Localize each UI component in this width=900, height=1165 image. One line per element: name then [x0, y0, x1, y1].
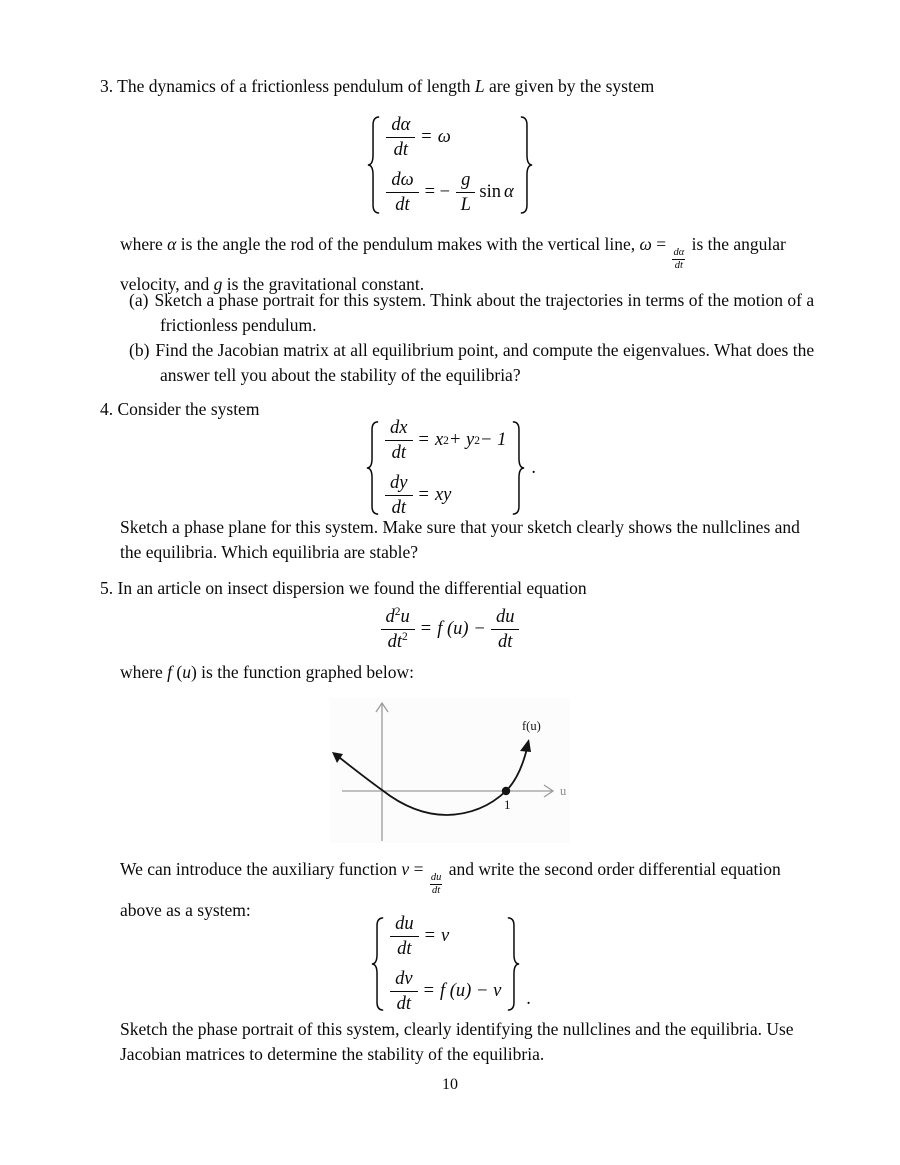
problem3-part-a [129, 288, 889, 337]
fraction: $\frac{dx}{dt}$ [385, 417, 412, 464]
equation-dalpha-dt: $\frac{d\alpha}{dt}$ = ω [386, 114, 513, 161]
text-line: (a) Sketch a phase portrait for this system. Think about the trajectories in terms of the motion of a [129, 290, 815, 310]
page-number: 10 [442, 1076, 458, 1093]
variable-L: L [474, 76, 485, 96]
left-brace [364, 420, 381, 516]
problem4-text [120, 515, 880, 564]
right-brace [510, 420, 527, 516]
variable-alpha: α [167, 234, 177, 254]
equilibrium-point-dot [502, 787, 510, 795]
fraction: $\frac{du}{dt}$ [390, 913, 419, 960]
graph-canvas [330, 698, 570, 843]
text-line: answer tell you about the stability of the equilibria? [160, 364, 521, 385]
fraction: $\frac{dv}{dt}$ [390, 968, 417, 1015]
inline-fraction-dalpha-dt: $\frac{d\alpha}{dt}$ [673, 247, 685, 271]
equation-domega-dt: $\frac{d\omega}{dt}$ = − $\frac{g}{L}$ sin α [386, 169, 513, 216]
right-brace [518, 115, 535, 215]
variable-f: f [167, 662, 173, 682]
curve-right-arrow-icon [520, 739, 531, 752]
part-label: (a) [129, 290, 149, 310]
problem4-system-equation: $\frac{dx}{dt}$ = x 2 + y 2 − 1 $\frac{dy}{dt}$ = xy . [0, 417, 900, 519]
fraction-g-over-L: $\frac{g}{L}$ [456, 169, 475, 216]
equation-dv-dt: $\frac{dv}{dt}$ = f (u) − v [390, 968, 501, 1015]
inline-fraction-du-dt: $\frac{du}{dt}$ [430, 872, 442, 896]
equation-dy-dt: $\frac{dy}{dt}$ = xy [385, 472, 506, 519]
text-line: Sketch the phase portrait of this system, clearly identifying the nullclines and the equilibria. Use [120, 1019, 794, 1039]
heading-text: 3. The dynamics of a frictionless pendulum of length [100, 76, 475, 96]
fraction: $\frac{d\omega}{dt}$ [386, 169, 418, 216]
fraction: $\frac{dy}{dt}$ [385, 472, 412, 519]
f-of-u-graph [330, 698, 570, 843]
variable-u: u [182, 662, 191, 682]
problem3-part-b [129, 338, 889, 387]
variable-omega: ω [639, 234, 652, 254]
text-line: velocity, and g is the gravitational constant. [120, 274, 425, 294]
fraction: $\frac{d^2u}{dt^2}$ [381, 606, 415, 653]
equation-column [390, 913, 501, 1015]
point-label-1: 1 [504, 797, 511, 812]
equation-column [386, 114, 513, 216]
text-line: We can introduce the auxiliary function v = $\frac{du}{dt}$ and write the second order differential equation [120, 859, 781, 896]
left-brace [365, 115, 382, 215]
text-line: the equilibria. Which equilibria are stable? [120, 541, 419, 562]
text-line: Jacobian matrices to determine the stability of the equilibria. [120, 1043, 545, 1064]
text-line: (b) Find the Jacobian matrix at all equilibrium point, and compute the eigenvalues. What does the [129, 340, 815, 360]
text-line: where α is the angle the rod of the pendulum makes with the vertical line, ω = $\frac{d\alpha}{dt}$ is the angular [120, 234, 786, 271]
heading-text: are given by the system [484, 76, 655, 96]
equation-column [385, 417, 506, 519]
text-line: frictionless pendulum. [160, 314, 317, 335]
problem5-system-equation: $\frac{du}{dt}$ = v $\frac{dv}{dt}$ = f (u) − v . [0, 913, 900, 1015]
f-curve [335, 744, 528, 815]
variable-v: v [401, 859, 410, 879]
problem3-heading [100, 74, 870, 99]
curve-left-arrow-icon [332, 752, 343, 763]
problem5-final-text [120, 1017, 890, 1066]
text-line: Sketch a phase plane for this system. Make sure that your sketch clearly shows the nullclines and [120, 517, 800, 537]
problem5-equation [0, 606, 900, 653]
part-label: (b) [129, 340, 150, 360]
fraction: $\frac{d\alpha}{dt}$ [386, 114, 415, 161]
right-brace [505, 916, 522, 1012]
problem5-where-text: where f (u) is the function graphed below: [120, 662, 415, 682]
equation-d2u-dt2: $\frac{d^2u}{dt^2}$ = f (u) − $\frac{du}{dt}$ [381, 606, 520, 653]
curve-label: f(u) [522, 719, 541, 733]
u-axis-label: u [560, 784, 567, 798]
problem4-heading: 4. Consider the system [100, 399, 260, 419]
left-brace [369, 916, 386, 1012]
fraction-du-dt: $\frac{du}{dt}$ [491, 606, 520, 653]
equation-dx-dt: $\frac{dx}{dt}$ = x 2 + y 2 − 1 [385, 417, 506, 464]
problem5-heading: 5. In an article on insect dispersion we found the differential equation [100, 578, 587, 598]
variable-g: g [213, 274, 223, 294]
equation-du-dt: $\frac{du}{dt}$ = v [390, 913, 501, 960]
pendulum-system-equation [0, 114, 900, 216]
text-line: above as a system: [120, 900, 251, 920]
